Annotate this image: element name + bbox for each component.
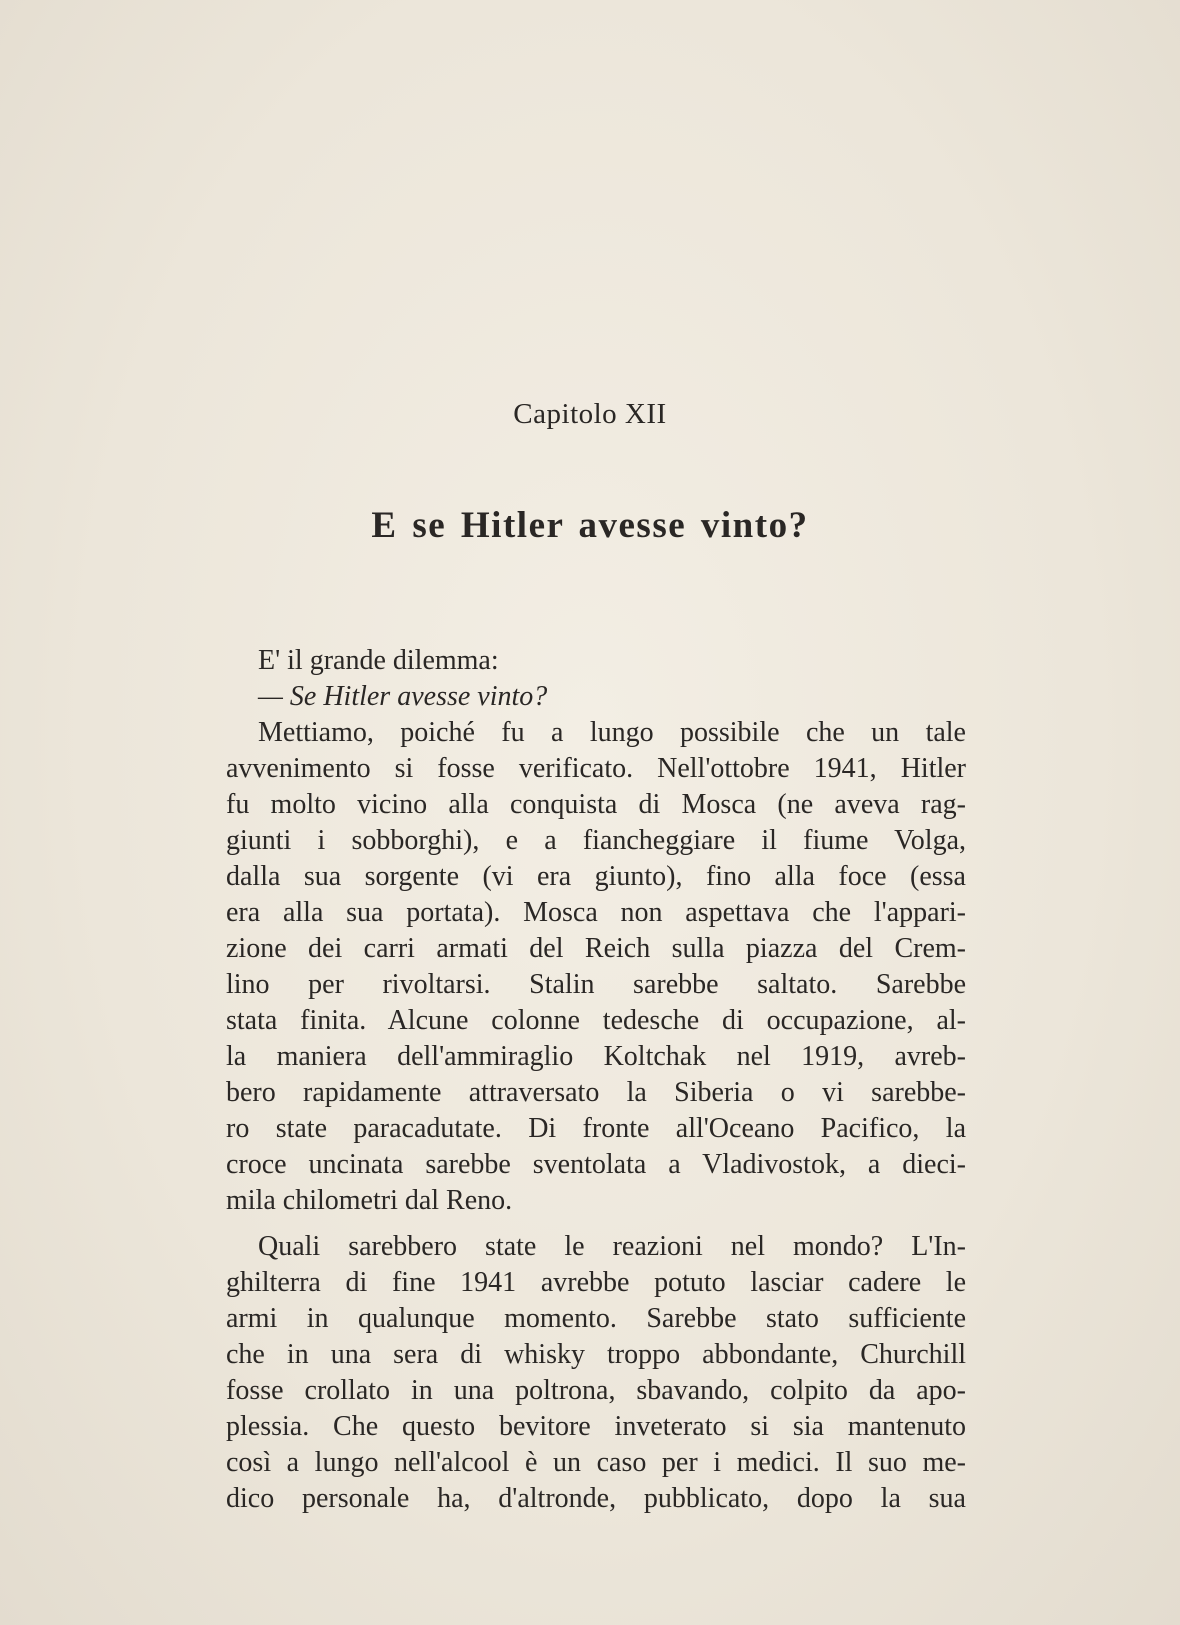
text-line: così a lungo nell'alcool è un caso per i medici. Il suo me-	[226, 1447, 966, 1478]
text-line: Mettiamo, poiché fu a lungo possibile che un tale	[258, 717, 966, 748]
body-text	[226, 643, 966, 1517]
text-line: Quali sarebbero state le reazioni nel mondo? L'In-	[258, 1231, 966, 1262]
text-line: zione dei carri armati del Reich sulla piazza del Crem-	[226, 933, 966, 964]
text-line: fu molto vicino alla conquista di Mosca (ne aveva rag-	[226, 789, 966, 820]
text-line: che in una sera di whisky troppo abbondante, Churchill	[226, 1339, 966, 1370]
text-line: ghilterra di fine 1941 avrebbe potuto lasciar cadere le	[226, 1267, 966, 1298]
text-line: era alla sua portata). Mosca non aspettava che l'appari-	[226, 897, 966, 928]
text-line: avvenimento si fosse verificato. Nell'ottobre 1941, Hitler	[226, 753, 966, 784]
text-line: armi in qualunque momento. Sarebbe stato sufficiente	[226, 1303, 966, 1334]
text-line: stata finita. Alcune colonne tedesche di occupazione, al-	[226, 1005, 966, 1036]
text-line: E' il grande dilemma:	[258, 645, 499, 676]
text-line: fosse crollato in una poltrona, sbavando, colpito da apo-	[226, 1375, 966, 1406]
text-line: lino per rivoltarsi. Stalin sarebbe saltato. Sarebbe	[226, 969, 966, 1000]
text-line: dalla sua sorgente (vi era giunto), fino alla foce (essa	[226, 861, 966, 892]
text-line: giunti i sobborghi), e a fiancheggiare il fiume Volga,	[226, 825, 966, 856]
chapter-title: E se Hitler avesse vinto?	[371, 505, 809, 546]
text-line: mila chilometri dal Reno.	[226, 1185, 513, 1216]
text-line: la maniera dell'ammiraglio Koltchak nel 1919, avreb-	[226, 1041, 966, 1072]
chapter-label: Capitolo XII	[513, 398, 667, 430]
text-line: croce uncinata sarebbe sventolata a Vladivostok, a dieci-	[226, 1149, 966, 1180]
text-line: dico personale ha, d'altronde, pubblicato, dopo la sua	[226, 1483, 966, 1514]
text-line: — Se Hitler avesse vinto?	[258, 681, 548, 712]
text-line: bero rapidamente attraversato la Siberia o vi sarebbe-	[226, 1077, 966, 1108]
text-line: plessia. Che questo bevitore inveterato si sia mantenuto	[226, 1411, 966, 1442]
text-line: ro state paracadutate. Di fronte all'Oceano Pacifico, la	[226, 1113, 966, 1144]
